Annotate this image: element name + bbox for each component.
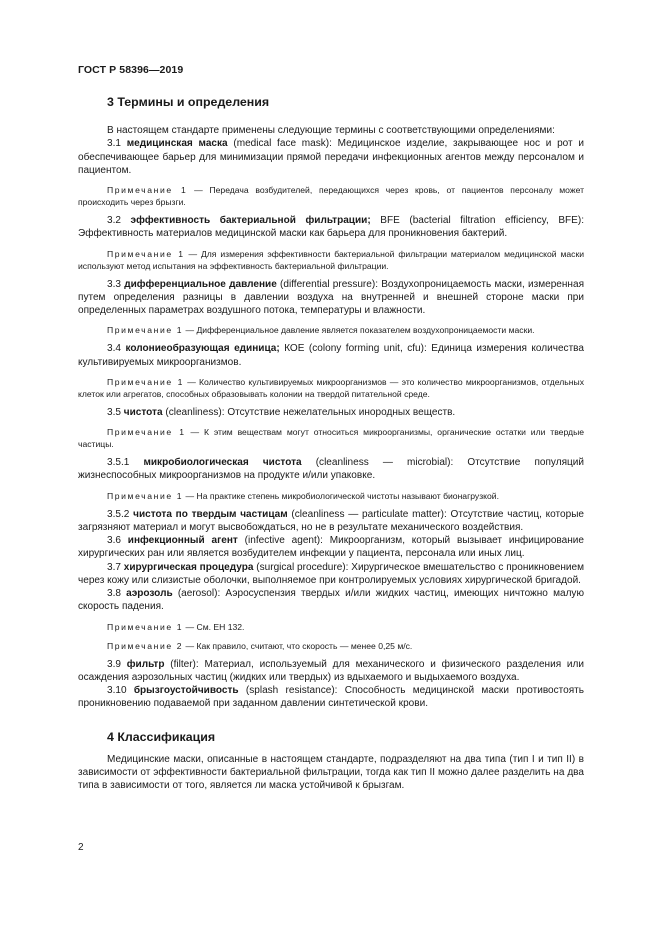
note-text: — Как правило, считают, что скорость — менее 0,25 м/с.: [185, 640, 413, 651]
note-label: Примечание 1: [107, 248, 185, 259]
term-3-10: [78, 684, 584, 711]
term-name: эффективность бактериальной фильтрации;: [130, 215, 371, 226]
term-definition: КОЕ (colony forming unit, cfu): Единица измерения количества культивируемых микроорганизмов.: [78, 343, 584, 368]
term-definition: (cleanliness — particulate matter): Отсутствие частиц, которые загрязняют материал и могут высвобождаться, но не в результате механического воздействия.: [78, 508, 584, 533]
term-3-6: [78, 534, 584, 561]
term-definition: BFE (bacterial filtration efficiency, BFE): Эффективность материалов медицинской маски как барьера для проникновения бактерий.: [78, 215, 584, 240]
term-number: 3.8: [107, 588, 121, 599]
term-3-5: [78, 406, 584, 419]
term-number: 3.3: [107, 278, 121, 290]
note-3-3: [78, 324, 584, 336]
section-3-heading: 3 Термины и определения: [107, 95, 270, 109]
term-name: хирургическая процедура: [123, 561, 254, 573]
note-text: — См. ЕН 132.: [185, 621, 245, 632]
page-number: 2: [78, 842, 84, 853]
note-text: — Передача возбудителей, передающихся через кровь, от пациентов персоналу может происходить через брызги.: [78, 185, 584, 207]
term-3-9: [78, 658, 584, 685]
note-text: — Дифференциальное давление является показателем воздухопроницаемости маски.: [185, 325, 535, 336]
term-number: 3.6: [107, 535, 121, 546]
term-number: 3.5.2: [107, 508, 130, 520]
term-number: 3.9: [107, 658, 121, 670]
note-3-2: [78, 248, 584, 272]
term-name: чистота по твердым частицам: [133, 508, 288, 520]
note-label: Примечание 1: [107, 325, 184, 336]
term-number: 3.4: [107, 343, 121, 355]
note-label: Примечание 1: [107, 185, 188, 195]
term-number: 3.5: [107, 406, 121, 418]
term-3-7: [78, 561, 584, 588]
term-definition: (surgical procedure): Хирургическое вмешательство с проникновением через кожу или слизистые оболочки, выполняемое при контролируемых условиях хирургической бригадой.: [78, 561, 584, 586]
term-number: 3.5.1: [107, 457, 130, 468]
term-3-2: [78, 214, 584, 241]
section-3-intro: В настоящем стандарте применены следующие термины с соответствующими определениями:: [107, 125, 555, 136]
note-label: Примечание 1: [107, 490, 184, 501]
note-3-4: [78, 376, 584, 400]
note-3-8-2: [78, 640, 584, 652]
term-name: колониеобразующая единица;: [125, 343, 280, 355]
note-3-5: [78, 426, 584, 450]
term-name: инфекционный агент: [127, 535, 238, 546]
note-text: — Количество культивируемых микроорганизмов — это количество микроорганизмов, отдельных клеток или агрегатов, способных образовывать колонии на твердой питательной среде.: [78, 376, 585, 399]
term-3-5-1: [78, 456, 584, 483]
note-text: — На практике степень микробиологической чистоты называют бионагрузкой.: [185, 490, 499, 501]
term-definition: (medical face mask): Медицинское изделие, закрывающее нос и рот и обеспечивающее барьер для минимизации прямой передачи инфекционных агентов между персоналом и пациентом.: [78, 138, 584, 176]
note-label: Примечание 1: [107, 427, 186, 437]
term-name: медицинская маска: [126, 138, 228, 150]
term-number: 3.7: [107, 561, 121, 573]
term-definition: (aerosol): Аэросуспензия твердых и/или жидких частиц, имеющих ничтожно малую скорость падения.: [78, 588, 584, 613]
term-3-5-2: [78, 508, 584, 535]
term-name: фильтр: [126, 658, 165, 670]
section-4-heading: 4 Классификация: [107, 729, 216, 744]
note-label: Примечание 1: [107, 621, 184, 632]
note-text: — К этим веществам могут относиться микроорганизмы, органические остатки или твердые частицы.: [78, 427, 585, 449]
term-definition: (infective agent): Микроорганизм, который вызывает инфицирование хирургических ран или является возбудителем инфекции у пациента, персонала или иных лиц.: [78, 535, 584, 560]
term-number: 3.10: [107, 685, 127, 696]
note-label: Примечание 2: [107, 640, 184, 651]
term-definition: (filter): Материал, используемый для механического и физического разделения или осаждения аэрозольных частиц (жидких или твердых) из вдыхаемого и выдыхаемого воздуха.: [78, 658, 584, 683]
term-number: 3.2: [107, 215, 121, 226]
note-label: Примечание 1: [107, 376, 184, 387]
term-3-1: [78, 137, 584, 177]
section-4-text: Медицинские маски, описанные в настоящем стандарте, подразделяют на два типа (тип I и тип II) в зависимости от эффективности бактериальной фильтрации, тогда как тип II можно далее разделить на два типа в зависимости от того, является ли маска устойчивой к брызгам.: [78, 753, 584, 791]
term-definition: (splash resistance): Способность медицинской маски противостоять проникновению подаваемой при заданном давлении синтетической крови.: [78, 685, 585, 710]
term-definition: (cleanliness — microbial): Отсутствие популяций жизнеспособных микроорганизмов на продукте и/или упаковке.: [78, 457, 585, 482]
term-name: аэрозоль: [126, 588, 173, 599]
term-name: дифференциальное давление: [124, 278, 277, 290]
term-3-3: [78, 278, 584, 318]
note-text: — Для измерения эффективности бактериальной фильтрации материалом медицинской маски используют метод испытания на эффективность бактериальной фильтрации.: [78, 248, 585, 271]
term-definition: (differential pressure): Воздухопроницаемость маски, измеренная путем определения разницы в давлении воздуха на внутренней и внешней стороне маски при определенных параметрах воздушного потока, температуры и влажности.: [78, 278, 585, 316]
note-3-5-1: [78, 490, 584, 502]
term-3-4: [78, 342, 584, 369]
term-3-8: [78, 587, 584, 614]
term-name: чистота: [123, 406, 163, 418]
page-content: [78, 94, 584, 792]
term-name: микробиологическая чистота: [143, 457, 302, 468]
term-name: брызгоустойчивость: [133, 685, 239, 696]
note-3-8-1: [78, 621, 584, 633]
term-definition: (cleanliness): Отсутствие нежелательных инородных веществ.: [165, 406, 456, 418]
term-number: 3.1: [107, 138, 121, 150]
document-header: ГОСТ Р 58396—2019: [78, 64, 184, 76]
note-3-1: [78, 184, 584, 208]
